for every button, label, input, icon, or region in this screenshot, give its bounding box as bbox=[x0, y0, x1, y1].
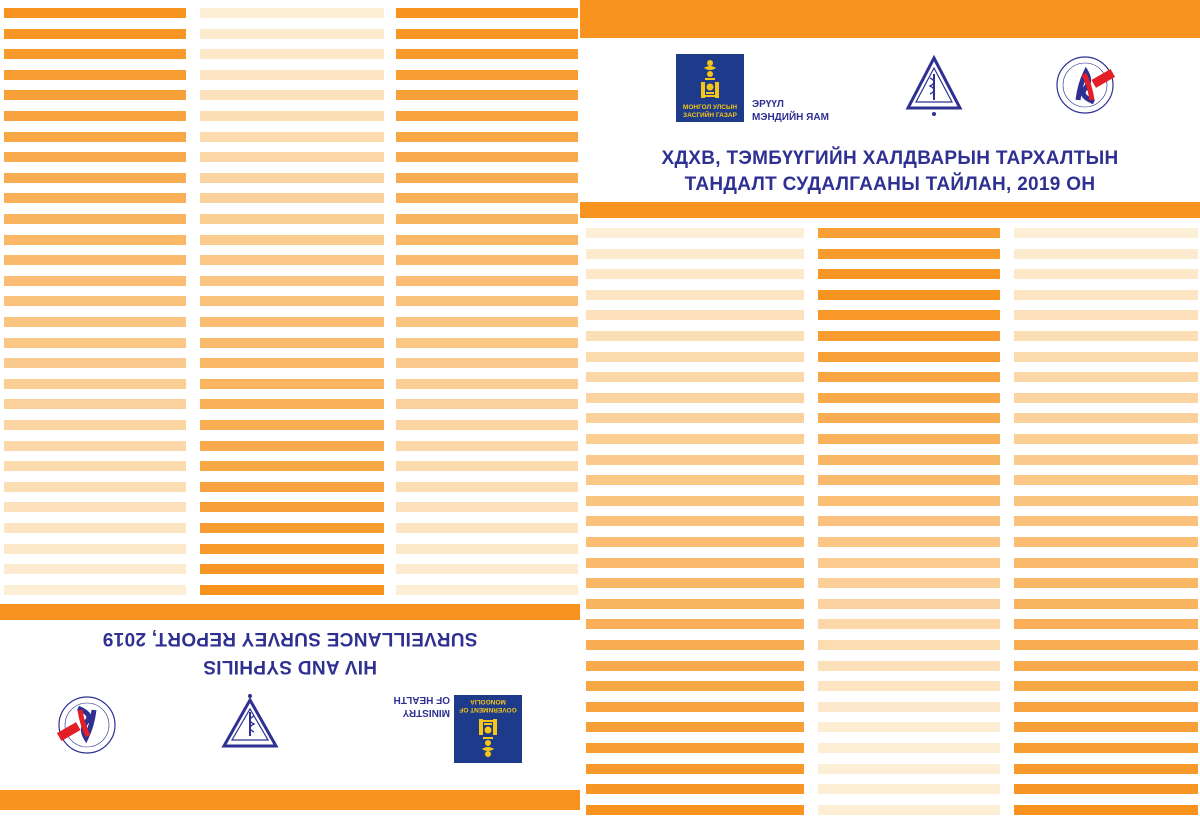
stripe bbox=[1014, 619, 1198, 629]
stripe bbox=[1014, 578, 1198, 588]
stripe bbox=[4, 338, 186, 348]
stripe bbox=[396, 358, 578, 368]
stripe bbox=[586, 269, 804, 279]
stripe bbox=[586, 722, 804, 732]
stripe bbox=[586, 310, 804, 320]
stripe-column-center bbox=[200, 8, 384, 598]
stripe bbox=[818, 764, 1000, 774]
stripe bbox=[818, 269, 1000, 279]
stripe bbox=[1014, 743, 1198, 753]
stripe bbox=[818, 722, 1000, 732]
gov-caption-line-1: МОНГОЛ УЛСЫН bbox=[682, 104, 738, 111]
stripe bbox=[586, 661, 804, 671]
stripe bbox=[4, 502, 186, 512]
stripe bbox=[4, 8, 186, 18]
front-title-line-1: ХДХВ, ТЭМБҮҮГИЙН ХАЛДВАРЫН ТАРХАЛТЫН bbox=[661, 148, 1119, 169]
stripe bbox=[396, 49, 578, 59]
stripe bbox=[1014, 722, 1198, 732]
stripe bbox=[1014, 558, 1198, 568]
stripe bbox=[586, 331, 804, 341]
stripe bbox=[1014, 640, 1198, 650]
stripe bbox=[1014, 516, 1198, 526]
stripe bbox=[200, 173, 384, 183]
stripe bbox=[818, 516, 1000, 526]
stripe bbox=[396, 544, 578, 554]
stripe bbox=[4, 111, 186, 121]
stripe bbox=[586, 681, 804, 691]
stripe bbox=[586, 599, 804, 609]
stripe bbox=[1014, 805, 1198, 815]
stripe bbox=[586, 558, 804, 568]
stripe bbox=[586, 516, 804, 526]
stripe bbox=[4, 235, 186, 245]
stripe bbox=[4, 461, 186, 471]
stripe bbox=[396, 482, 578, 492]
stripe bbox=[200, 29, 384, 39]
stripe bbox=[586, 372, 804, 382]
stripe bbox=[200, 276, 384, 286]
stripe bbox=[818, 310, 1000, 320]
ministry-line-2: МЭНДИЙН ЯАМ bbox=[752, 112, 829, 123]
stripe bbox=[818, 455, 1000, 465]
stripe bbox=[586, 743, 804, 753]
soyombo-emblem-icon bbox=[676, 54, 744, 122]
stripe bbox=[818, 496, 1000, 506]
ministry-name bbox=[752, 98, 842, 124]
stripe bbox=[4, 255, 186, 265]
stripe bbox=[200, 235, 384, 245]
stripe bbox=[586, 702, 804, 712]
stripe bbox=[396, 379, 578, 389]
ministry-line-1: ЭРҮҮЛ bbox=[752, 99, 784, 110]
stripe bbox=[1014, 784, 1198, 794]
stripe bbox=[1014, 434, 1198, 444]
stripe bbox=[396, 214, 578, 224]
stripe bbox=[396, 338, 578, 348]
stripe bbox=[1014, 228, 1198, 238]
stripe bbox=[1014, 475, 1198, 485]
stripe bbox=[1014, 681, 1198, 691]
stripe bbox=[818, 640, 1000, 650]
stripe bbox=[200, 90, 384, 100]
stripe bbox=[818, 805, 1000, 815]
stripe bbox=[200, 152, 384, 162]
stripe bbox=[1014, 331, 1198, 341]
stripe bbox=[4, 214, 186, 224]
stripe bbox=[200, 49, 384, 59]
stripe bbox=[586, 784, 804, 794]
soyombo-emblem-icon bbox=[454, 695, 522, 763]
stripe bbox=[818, 661, 1000, 671]
stripe bbox=[396, 420, 578, 430]
stripe bbox=[200, 502, 384, 512]
stripe bbox=[1014, 413, 1198, 423]
gov-caption-line-2: MONGOLIA bbox=[470, 698, 506, 705]
stripe bbox=[396, 441, 578, 451]
stripe bbox=[4, 193, 186, 203]
stripe bbox=[818, 619, 1000, 629]
stripe bbox=[396, 111, 578, 121]
stripe-column-left bbox=[586, 228, 804, 824]
stripe bbox=[200, 8, 384, 18]
stripe bbox=[4, 132, 186, 142]
stripe bbox=[200, 358, 384, 368]
stripe bbox=[4, 173, 186, 183]
stripe bbox=[818, 743, 1000, 753]
ribbon-logo-icon bbox=[1054, 54, 1116, 116]
stripe bbox=[818, 784, 1000, 794]
stripe bbox=[200, 338, 384, 348]
stripe bbox=[586, 228, 804, 238]
stripe bbox=[4, 399, 186, 409]
stripe bbox=[1014, 661, 1198, 671]
back-title-line-1: HIV AND SYPHILIS bbox=[202, 656, 378, 677]
stripe bbox=[396, 152, 578, 162]
stripe bbox=[1014, 352, 1198, 362]
stripe bbox=[818, 475, 1000, 485]
stripe bbox=[200, 585, 384, 595]
stripe bbox=[396, 399, 578, 409]
stripe bbox=[4, 29, 186, 39]
stripe bbox=[4, 152, 186, 162]
stripe bbox=[396, 585, 578, 595]
stripe bbox=[1014, 269, 1198, 279]
stripe bbox=[396, 193, 578, 203]
stripe-column-right bbox=[396, 8, 578, 598]
stripe bbox=[200, 132, 384, 142]
stripe bbox=[4, 296, 186, 306]
stripe bbox=[4, 523, 186, 533]
stripe bbox=[4, 317, 186, 327]
stripe bbox=[4, 70, 186, 80]
stripe bbox=[1014, 372, 1198, 382]
ministry-line-1: MINISTRY bbox=[402, 707, 450, 718]
medical-triangle-icon bbox=[902, 54, 966, 118]
stripe bbox=[586, 455, 804, 465]
stripe bbox=[818, 331, 1000, 341]
stripe bbox=[4, 441, 186, 451]
stripe bbox=[4, 49, 186, 59]
stripe bbox=[1014, 310, 1198, 320]
stripe bbox=[586, 578, 804, 588]
stripe bbox=[200, 296, 384, 306]
stripe bbox=[4, 482, 186, 492]
stripe bbox=[818, 599, 1000, 609]
stripe bbox=[818, 372, 1000, 382]
stripe bbox=[200, 379, 384, 389]
stripe bbox=[586, 619, 804, 629]
stripe bbox=[586, 496, 804, 506]
gov-caption bbox=[676, 104, 744, 120]
stripe bbox=[396, 276, 578, 286]
stripe bbox=[4, 585, 186, 595]
stripe bbox=[818, 249, 1000, 259]
stripe bbox=[396, 8, 578, 18]
stripe bbox=[200, 564, 384, 574]
stripe bbox=[200, 544, 384, 554]
stripe bbox=[818, 702, 1000, 712]
stripe bbox=[200, 399, 384, 409]
stripe bbox=[586, 352, 804, 362]
back-title-line-2: SURVEILLANCE SURVEY REPORT, 2019 bbox=[102, 628, 478, 649]
stripe bbox=[1014, 249, 1198, 259]
stripe bbox=[586, 640, 804, 650]
stripe bbox=[200, 214, 384, 224]
stripe bbox=[1014, 393, 1198, 403]
stripe bbox=[586, 413, 804, 423]
stripe bbox=[818, 290, 1000, 300]
ribbon-logo-icon bbox=[56, 694, 118, 756]
stripe bbox=[586, 805, 804, 815]
stripe bbox=[396, 29, 578, 39]
stripe bbox=[200, 523, 384, 533]
ministry-name bbox=[384, 693, 450, 719]
front-title-line-2: ТАНДАЛТ СУДАЛГААНЫ ТАЙЛАН, 2019 ОН bbox=[684, 174, 1096, 195]
gov-caption-line-1: GOVERNMENT OF bbox=[459, 706, 517, 713]
stripe bbox=[586, 290, 804, 300]
stripe bbox=[396, 296, 578, 306]
orange-band-mid bbox=[580, 202, 1200, 218]
stripe bbox=[818, 558, 1000, 568]
stripe bbox=[586, 249, 804, 259]
stripe bbox=[200, 482, 384, 492]
front-cover-panel bbox=[580, 0, 1200, 824]
stripe bbox=[1014, 702, 1198, 712]
stripe bbox=[1014, 599, 1198, 609]
medical-triangle-icon bbox=[218, 692, 282, 756]
stripe bbox=[200, 420, 384, 430]
stripe bbox=[200, 70, 384, 80]
stripe bbox=[4, 544, 186, 554]
stripe bbox=[396, 90, 578, 100]
stripe bbox=[396, 564, 578, 574]
stripe bbox=[818, 352, 1000, 362]
stripe-column-center bbox=[818, 228, 1000, 824]
orange-band-top bbox=[580, 0, 1200, 38]
stripe bbox=[396, 317, 578, 327]
stripe bbox=[200, 317, 384, 327]
stripe bbox=[396, 70, 578, 80]
stripe bbox=[4, 420, 186, 430]
stripe-column-left bbox=[4, 8, 186, 598]
stripe bbox=[4, 564, 186, 574]
gov-caption bbox=[454, 697, 522, 713]
back-cover-panel bbox=[0, 0, 580, 824]
stripe bbox=[818, 434, 1000, 444]
stripe bbox=[396, 461, 578, 471]
orange-band-top bbox=[0, 604, 580, 620]
stripe bbox=[396, 255, 578, 265]
stripe bbox=[200, 111, 384, 121]
stripe bbox=[1014, 537, 1198, 547]
stripe bbox=[586, 475, 804, 485]
gov-caption-line-2: ЗАСГИЙН ГАЗАР bbox=[683, 112, 737, 119]
stripe bbox=[818, 393, 1000, 403]
stripe-column-right bbox=[1014, 228, 1198, 824]
stripe bbox=[586, 434, 804, 444]
stripe bbox=[396, 173, 578, 183]
stripe bbox=[396, 235, 578, 245]
stripe bbox=[1014, 290, 1198, 300]
stripe bbox=[4, 358, 186, 368]
stripe bbox=[4, 276, 186, 286]
stripe bbox=[1014, 455, 1198, 465]
stripe bbox=[586, 764, 804, 774]
stripe bbox=[200, 441, 384, 451]
stripe bbox=[1014, 764, 1198, 774]
stripe bbox=[200, 193, 384, 203]
stripe bbox=[818, 228, 1000, 238]
stripe bbox=[818, 578, 1000, 588]
stripe bbox=[1014, 496, 1198, 506]
stripe bbox=[200, 255, 384, 265]
stripe bbox=[818, 681, 1000, 691]
stripe bbox=[396, 132, 578, 142]
stripe bbox=[4, 90, 186, 100]
stripe bbox=[396, 502, 578, 512]
stripe bbox=[396, 523, 578, 533]
stripe bbox=[200, 461, 384, 471]
orange-band-bottom bbox=[0, 790, 580, 810]
stripe bbox=[818, 413, 1000, 423]
stripe bbox=[4, 379, 186, 389]
stripe bbox=[818, 537, 1000, 547]
ministry-line-2: OF HEALTH bbox=[393, 694, 450, 705]
stripe bbox=[586, 393, 804, 403]
stripe bbox=[586, 537, 804, 547]
